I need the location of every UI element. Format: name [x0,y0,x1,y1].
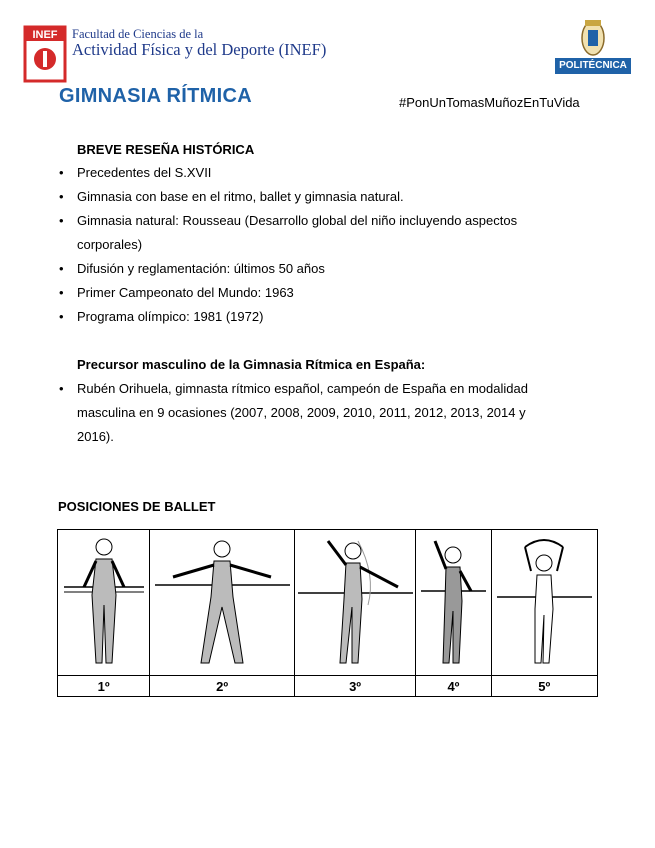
position-5-figure [491,530,597,676]
faculty-line2: Actividad Física y del Deporte (INEF) [72,40,327,59]
position-1-figure [58,530,150,676]
list-item [59,209,517,233]
list-item [59,161,517,185]
list-item-text: Precedentes del S.XVII [77,165,212,180]
precursor-list [59,377,528,449]
list-item-continuation [59,401,528,425]
list-item-text: Difusión y reglamentación: últimos 50 años [77,261,325,276]
position-4-figure [416,530,491,676]
bullet: • [59,213,64,228]
history-list [59,161,517,329]
ballet-heading: POSICIONES DE BALLET [58,499,216,514]
dancer-fifth-position-icon [497,535,592,670]
dancer-fourth-position-icon [421,535,486,670]
list-item-text: Gimnasia con base en el ritmo, ballet y gimnasia natural. [77,189,404,204]
upm-label: POLITÉCNICA [555,58,631,74]
inef-logo-text: INEF [32,29,58,41]
list-item [59,281,517,305]
list-item-text: Primer Campeonato del Mundo: 1963 [77,285,294,300]
position-2-figure [150,530,295,676]
bullet: • [59,381,64,396]
list-item-text: Rubén Orihuela, gimnasta rítmico español, campeón de España en modalidad [77,381,528,396]
bullet: • [59,165,64,180]
position-label: 1º [58,676,150,697]
page-title: GIMNASIA RÍTMICA [59,85,252,107]
position-label: 2º [150,676,295,697]
list-item-text: corporales) [77,237,143,252]
list-item-text: Programa olímpico: 1981 (1972) [77,309,264,324]
list-item-continuation [59,233,517,257]
position-label: 5º [491,676,597,697]
ballet-positions-table [57,529,598,697]
list-item-text: 2016). [77,429,114,444]
hashtag: #PonUnTomasMuñozEnTuVida [399,95,580,110]
list-item [59,185,517,209]
list-item [59,305,517,329]
faculty-line1: Facultad de Ciencias de la [72,27,204,41]
position-label: 4º [416,676,491,697]
list-item-text: masculina en 9 ocasiones (2007, 2008, 2009, 2010, 2011, 2012, 2013, 2014 y [77,405,526,420]
dancer-third-position-icon [298,535,413,670]
precursor-heading: Precursor masculino de la Gimnasia Rítmica en España: [77,357,426,372]
bullet: • [59,189,64,204]
faculty-name [72,27,326,59]
history-heading: BREVE RESEÑA HISTÓRICA [77,142,255,157]
list-item [59,257,517,281]
bullet: • [59,261,64,276]
position-3-figure [294,530,415,676]
position-label: 3º [294,676,415,697]
dancer-second-position-icon [155,535,290,670]
inef-logo [23,25,67,83]
list-item-text: Gimnasia natural: Rousseau (Desarrollo global del niño incluyendo aspectos [77,213,518,228]
bullet: • [59,309,64,324]
list-item [59,377,528,401]
bullet: • [59,285,64,300]
dancer-first-position-icon [64,535,144,670]
list-item-continuation [59,425,528,449]
